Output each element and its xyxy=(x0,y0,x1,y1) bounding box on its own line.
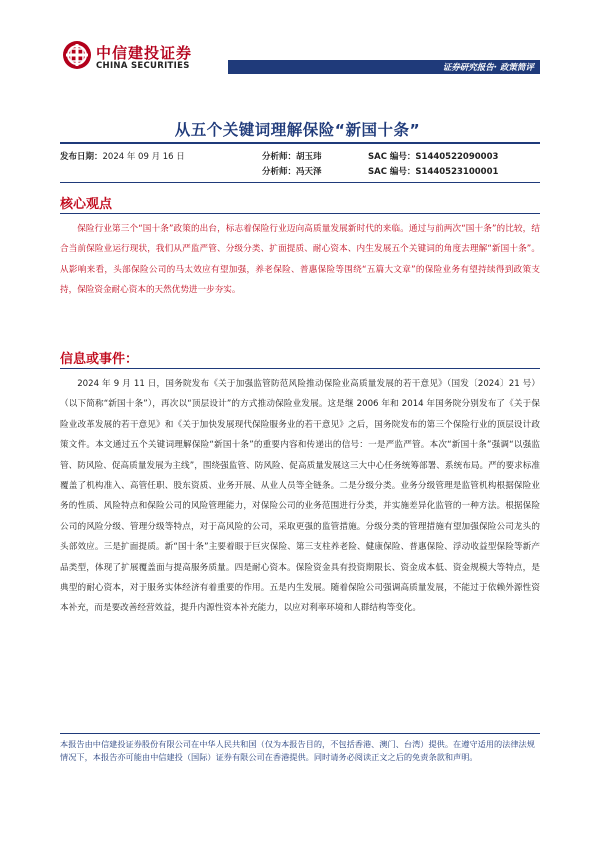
report-type-label: 证券研究报告· 政策简评 xyxy=(442,63,534,73)
sac-label: SAC 编号： xyxy=(368,152,416,162)
sac-label: SAC 编号： xyxy=(368,167,416,177)
company-name-en: CHINA SECURITIES xyxy=(96,61,190,71)
company-logo-icon xyxy=(62,40,92,70)
info-heading-underline xyxy=(60,368,540,369)
publish-date-value: 2024 年 09 月 16 日 xyxy=(102,152,185,162)
footer-disclaimer: 本报告由中信建投证券股份有限公司在中华人民共和国（仅为本报告目的，不包括香港、澳门、台湾）提供。在遵守适用的法律法规情况下，本报告亦可能由中信建投（国际）证券有限公司在香港提供。同时请务必阅读正文之后的免责条款和声明。 xyxy=(60,739,535,763)
analyst-1 xyxy=(262,150,322,162)
analyst-2-sac xyxy=(368,165,498,177)
core-heading-underline xyxy=(60,213,540,214)
title-divider xyxy=(60,142,540,144)
footer-divider xyxy=(60,733,540,734)
sac-number: S1440523100001 xyxy=(415,167,499,177)
info-event-text: 2024 年 9 月 11 日，国务院发布《关于加强监管防范风险推动保险业高质量发展的若干意见》（国发〔2024〕21 号）（以下简称“新国十条”），再次以“顶层设计”的方式推动保险业发展。这是继 2006 年和 2014 年国务院分别发布了《关于保险业改革发展的若干意见》和《关于加快发展现代保险服务业的若干意见》之后，国务院发布的第三个保险行业的顶层设计政策文件。本文通过五个关键词理解保险“新国十条”的重要内容和传递出的信号：一是严监严管。本次“新国十条”强调“以强监管、防风险、促高质量发展为主线”，围绕强监管、防风险、促高质量发展这三大中心任务统筹部署、系统布局。严的要求标准覆盖了机构准入、高管任职、股东资质、业务开展、从业人员等全链条。二是分级分类。业务分级管理是监管机构根据保险业务的性质、风险特点和保险公司的风险管理能力，对保险公司的业务范围进行分类，并实施差异化监管的一种方法。根据保险公司的风险分级、管理分级等特点，对于高风险的公司，采取更强的监管措施。分级分类的管理措施有望加强保险公司龙头的头部效应。三是扩面提质。新“国十条”主要着眼于巨灾保险、第三支柱养老险、健康保险、普惠保险、浮动收益型保险等新产品类型，体现了扩展覆盖面与提高服务质量。四是耐心资本。保险资金具有投资期限长、资金成本低、资金规模大等特点，是典型的耐心资本，对于服务实体经济有着重要的作用。五是内生发展。随着保险公司强调高质量发展，不能过于依赖外源性资本补充，而是要改善经营效益，提升内源性资本补充能力，以应对利率环境和人群结构等变化。 xyxy=(60,379,540,614)
company-name-cn: 中信建投证券 xyxy=(96,44,193,62)
analyst-name: 冯天泽 xyxy=(296,167,322,177)
analyst-label: 分析师： xyxy=(262,152,297,162)
analyst-1-sac xyxy=(368,150,498,162)
report-type-banner xyxy=(228,60,540,74)
analyst-name: 胡玉玮 xyxy=(296,152,322,162)
publish-date xyxy=(60,150,185,162)
core-viewpoint-text: 保险行业第三个“国十条”政策的出台，标志着保险行业迈向高质量发展新时代的来临。通过与前两次“国十条”的比较，结合当前保险业运行现状，我们从严监严管、分级分类、扩面提质、耐心资本、内生发展五个关键词的角度去理解“新国十条”。从影响来看，头部保险公司的马太效应有望加强，养老保险、普惠保险等围绕“五篇大文章”的保险业务有望持续得到政策支持，保险资金耐心资本的天然优势进一步夯实。 xyxy=(60,224,540,296)
core-viewpoint-heading: 核心观点 xyxy=(60,197,113,212)
info-event-heading: 信息或事件： xyxy=(60,352,139,367)
sac-number: S1440522090003 xyxy=(415,152,499,162)
meta-divider xyxy=(60,182,540,183)
analyst-2 xyxy=(262,165,322,177)
company-logo xyxy=(62,40,192,76)
publish-date-label: 发布日期： xyxy=(60,152,103,162)
analyst-label: 分析师： xyxy=(262,167,297,177)
report-title: 从五个关键词理解保险“新国十条” xyxy=(174,121,421,139)
